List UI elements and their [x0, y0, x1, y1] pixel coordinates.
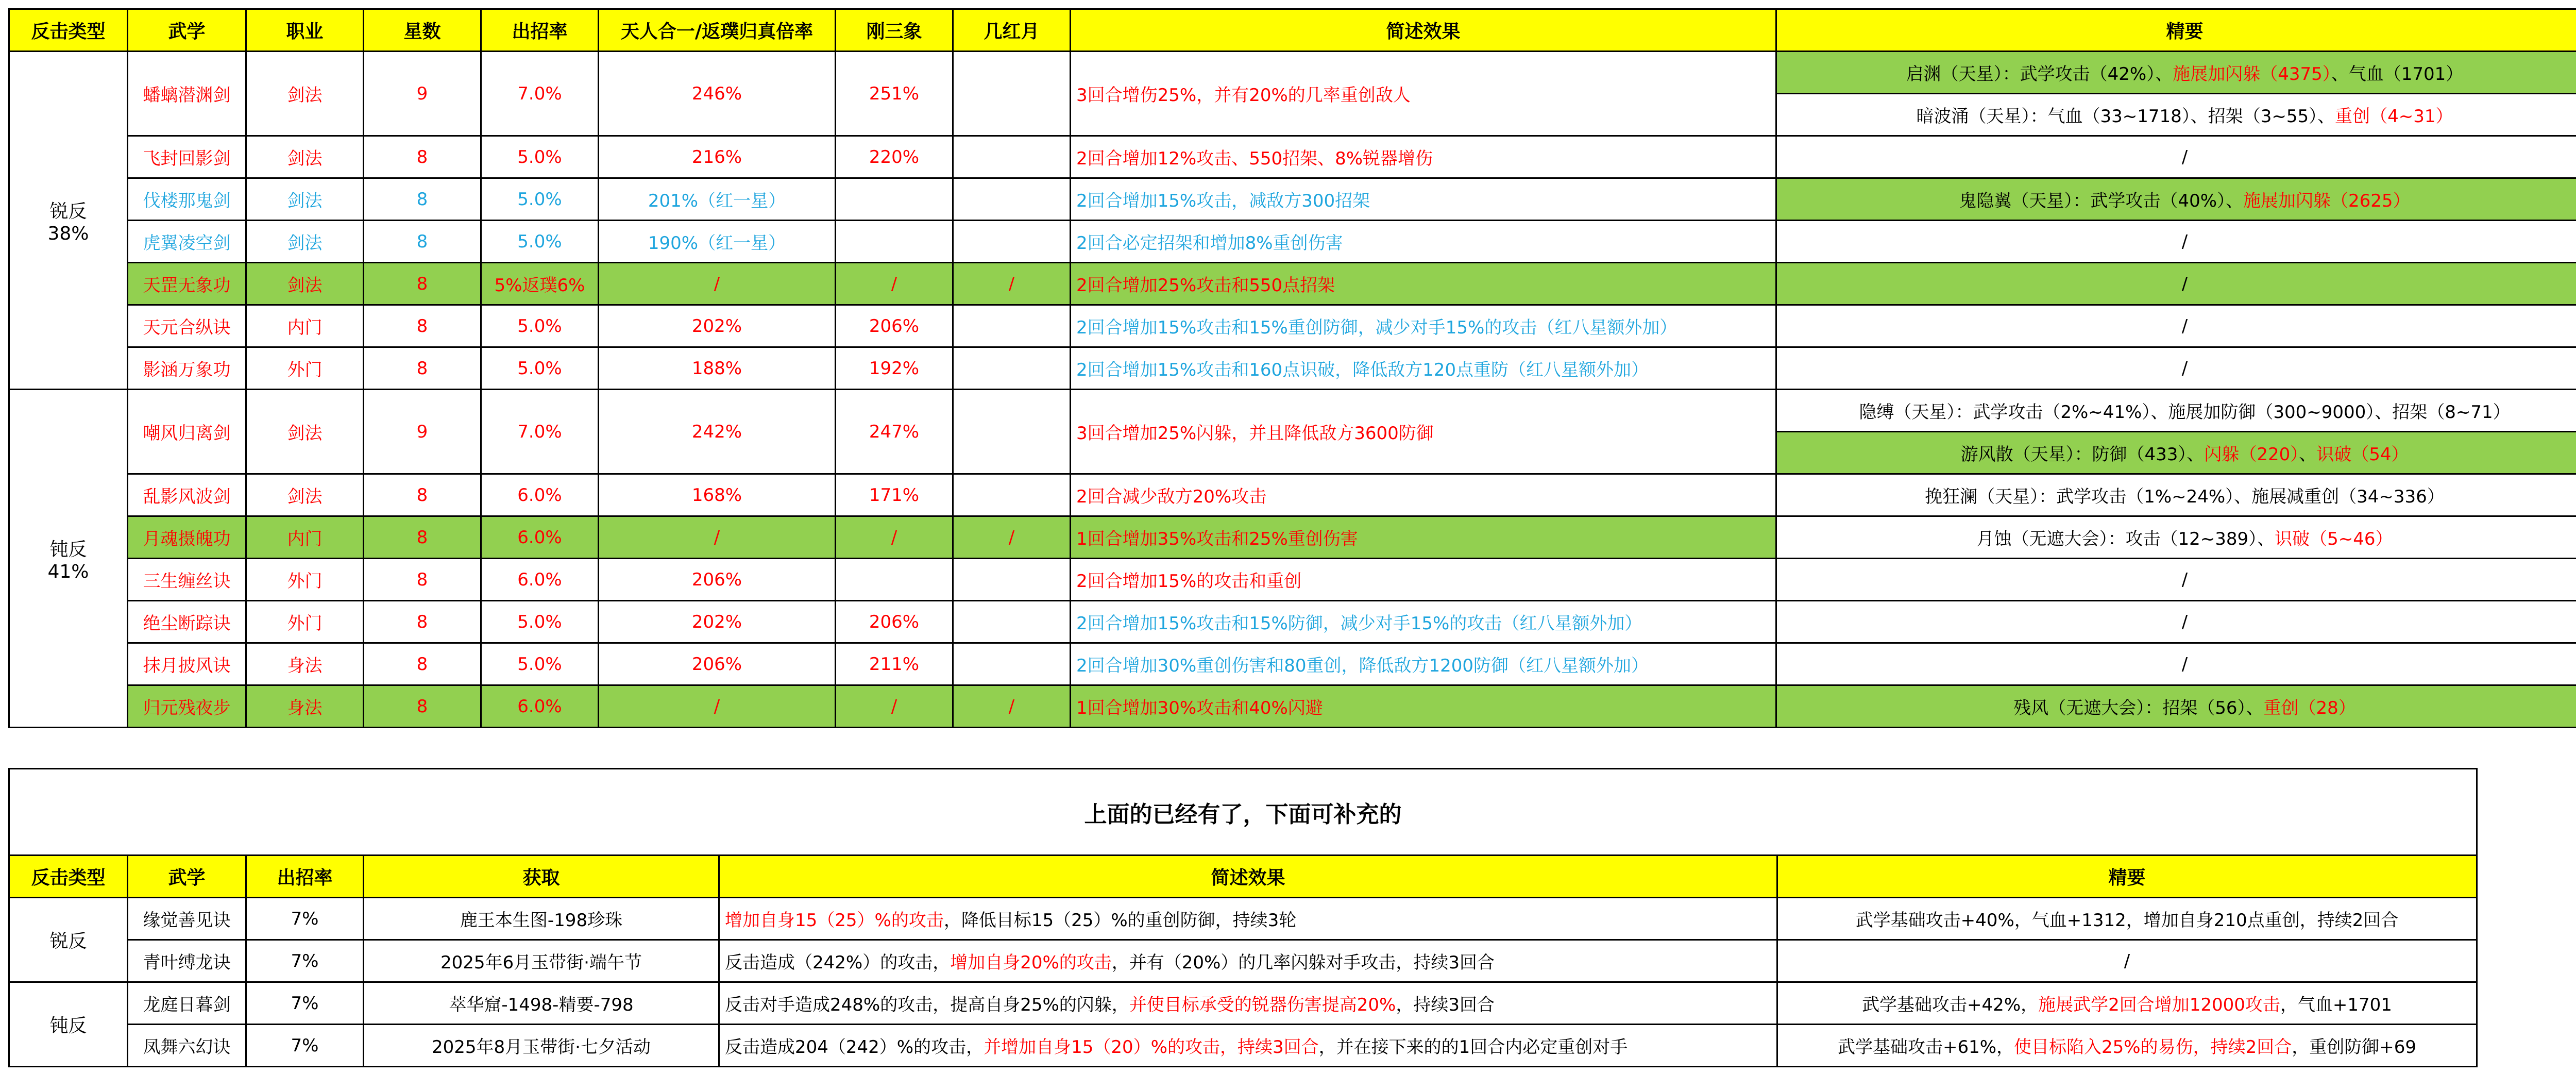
table-row: [9, 347, 2576, 390]
header-cell: 反击类型: [9, 856, 128, 898]
skill-desc: [719, 898, 1777, 940]
group-cell-ruifan: [9, 52, 128, 390]
skill-star: 8: [364, 263, 481, 305]
skill-desc: 2回合增加15%攻击和15%防御，减少对手15%的攻击（红八星额外加）: [1071, 601, 1776, 643]
skill-name: 蟠螭潜渊剑: [128, 52, 246, 136]
jingyao-text: 、: [2299, 444, 2317, 465]
skill-hong: [953, 178, 1071, 221]
skill-rate: 5.0%: [481, 305, 599, 347]
skill-hong: [953, 221, 1071, 263]
skill-job: 外门: [246, 559, 364, 601]
skill-star: 8: [364, 178, 481, 221]
skill-name: 飞封回影剑: [128, 136, 246, 178]
skill-name: 龙庭日暮剑: [128, 982, 246, 1025]
header-cell: 精要: [1777, 856, 2477, 898]
skill-desc: 2回合增加25%攻击和550点招架: [1071, 263, 1776, 305]
skill-gang: /: [836, 685, 953, 728]
skill-source: 鹿王本生图-198珍珠: [364, 898, 719, 940]
skill-mult: 216%: [599, 136, 836, 178]
table-row: [9, 601, 2576, 643]
skill-hong: [953, 390, 1071, 474]
skill-job: 剑法: [246, 390, 364, 474]
skill-rate: 5.0%: [481, 136, 599, 178]
skill-mult: /: [599, 516, 836, 559]
skill-source: 2025年8月玉带街·七夕活动: [364, 1025, 719, 1067]
skill-name: 影涵万象功: [128, 347, 246, 390]
jingyao-cell: /: [1776, 347, 2576, 390]
skill-rate: 6.0%: [481, 474, 599, 516]
table-row: [9, 982, 2477, 1025]
group-cell-dunfan: [9, 390, 128, 728]
table1-header-row: [9, 9, 2576, 52]
jingyao-text: 残风（无遮大会）：招架（56）、: [2013, 698, 2264, 718]
jingyao-highlight: 施展加闪躲（2625）: [2243, 191, 2411, 211]
table-row: [9, 178, 2576, 221]
skill-mult: 242%: [599, 390, 836, 474]
skill-name: 缘觉善见诀: [128, 898, 246, 940]
table-row: [9, 390, 2576, 432]
skill-gang: 206%: [836, 305, 953, 347]
skill-mult: /: [599, 263, 836, 305]
table-row: [9, 305, 2576, 347]
table-row: [9, 1025, 2477, 1067]
jingyao-text: 、气血（1701）: [2331, 64, 2464, 85]
skill-star: 8: [364, 643, 481, 685]
header-cell: 简述效果: [1071, 9, 1776, 52]
main-skill-table: [8, 8, 2576, 728]
group-type: 钝反: [49, 539, 87, 560]
skill-name: 伐楼那鬼剑: [128, 178, 246, 221]
table-row: [9, 516, 2576, 559]
jingyao-text: 武学基础攻击+61%，: [1837, 1037, 2014, 1058]
skill-hong: [953, 474, 1071, 516]
jingyao-highlight: 重创（4~31）: [2335, 106, 2453, 127]
skill-mult: 188%: [599, 347, 836, 390]
skill-gang: [836, 221, 953, 263]
header-cell: 反击类型: [9, 9, 128, 52]
jingyao-cell: [1777, 982, 2477, 1025]
supplement-table: [8, 768, 2478, 1067]
skill-rate: 5.0%: [481, 347, 599, 390]
skill-star: 8: [364, 221, 481, 263]
skill-desc: 3回合增伤25%，并有20%的几率重创敌人: [1071, 52, 1776, 136]
skill-name: 三生缠丝诀: [128, 559, 246, 601]
skill-desc: 2回合减少敌方20%攻击: [1071, 474, 1776, 516]
skill-name: 虎翼凌空剑: [128, 221, 246, 263]
skill-rate: 7.0%: [481, 52, 599, 136]
skill-desc: 2回合增加15%攻击和15%重创防御，减少对手15%的攻击（红八星额外加）: [1071, 305, 1776, 347]
skill-rate: 5.0%: [481, 221, 599, 263]
skill-job: 身法: [246, 643, 364, 685]
table-row: [9, 263, 2576, 305]
skill-star: 8: [364, 136, 481, 178]
skill-star: 8: [364, 601, 481, 643]
jingyao-cell: [1776, 178, 2576, 221]
supplement-title: 上面的已经有了，下面可补充的: [9, 769, 2477, 856]
jingyao-cell: /: [1776, 305, 2576, 347]
skill-star: 8: [364, 559, 481, 601]
jingyao-highlight: 识破（54）: [2316, 444, 2409, 465]
skill-job: 身法: [246, 685, 364, 728]
jingyao-highlight: 施展加闪躲（4375）: [2173, 64, 2331, 85]
group-percent: 38%: [47, 223, 89, 244]
header-cell: 刚三象: [836, 9, 953, 52]
skill-name: 抹月披风诀: [128, 643, 246, 685]
skill-hong: [953, 305, 1071, 347]
desc-text: 反击造成（242%）的攻击，: [725, 952, 951, 973]
jingyao-text: 游风散（天星）：防御（433）、: [1960, 444, 2205, 465]
skill-desc: 2回合增加30%重创伤害和80重创，降低敌方1200防御（红八星额外加）: [1071, 643, 1776, 685]
table-row: [9, 559, 2576, 601]
skill-mult: /: [599, 685, 836, 728]
jingyao-cell: 隐缚（天星）：武学攻击（2%~41%）、施展加防御（300~9000）、招架（8~71）: [1776, 390, 2576, 432]
table-row: [9, 685, 2576, 728]
skill-hong: /: [953, 263, 1071, 305]
skill-gang: /: [836, 516, 953, 559]
header-cell: 几红月: [953, 9, 1071, 52]
jingyao-text: ，气血+1701: [2280, 995, 2392, 1015]
skill-rate: 7%: [246, 898, 364, 940]
skill-star: 8: [364, 685, 481, 728]
skill-name: 青叶缚龙诀: [128, 940, 246, 982]
skill-hong: /: [953, 685, 1071, 728]
header-cell: 职业: [246, 9, 364, 52]
skill-name: 天罡无象功: [128, 263, 246, 305]
jingyao-text: 武学基础攻击+42%，: [1862, 995, 2039, 1015]
group-cell-dunfan: 钝反: [9, 982, 128, 1067]
skill-mult: 168%: [599, 474, 836, 516]
desc-highlight: 并增加自身15（20）%的攻击，持续3回合: [984, 1037, 1319, 1058]
skill-rate: 5.0%: [481, 601, 599, 643]
header-cell: 出招率: [481, 9, 599, 52]
jingyao-cell: /: [1777, 940, 2477, 982]
jingyao-cell: [1776, 52, 2576, 94]
table-row: [9, 940, 2477, 982]
skill-star: 9: [364, 390, 481, 474]
table-row: [9, 474, 2576, 516]
skill-desc: 1回合增加30%攻击和40%闪避: [1071, 685, 1776, 728]
skill-mult: 190%（红一星）: [599, 221, 836, 263]
skill-rate: 7.0%: [481, 390, 599, 474]
desc-highlight: 增加自身15（25）%的攻击: [725, 910, 944, 931]
jingyao-highlight: 闪躲（220）: [2204, 444, 2299, 465]
skill-rate: 5%返璞6%: [481, 263, 599, 305]
skill-rate: 7%: [246, 940, 364, 982]
skill-source: 萃华窟-1498-精要-798: [364, 982, 719, 1025]
skill-gang: 171%: [836, 474, 953, 516]
skill-job: 内门: [246, 516, 364, 559]
desc-text: 反击造成204（242）%的攻击，: [725, 1037, 984, 1058]
skill-rate: 5.0%: [481, 178, 599, 221]
jingyao-text: 暗波涌（天星）：气血（33~1718）、招架（3~55）、: [1916, 106, 2335, 127]
skill-desc: 2回合增加12%攻击、550招架、8%锐器增伤: [1071, 136, 1776, 178]
skill-gang: [836, 559, 953, 601]
group-type: 锐反: [49, 200, 87, 222]
jingyao-cell: /: [1776, 221, 2576, 263]
skill-gang: 206%: [836, 601, 953, 643]
jingyao-cell: /: [1776, 559, 2576, 601]
skill-mult: 202%: [599, 305, 836, 347]
skill-job: 剑法: [246, 136, 364, 178]
skill-job: 剑法: [246, 263, 364, 305]
skill-desc: 3回合增加25%闪躲，并且降低敌方3600防御: [1071, 390, 1776, 474]
skill-gang: 251%: [836, 52, 953, 136]
skill-name: 乱影风波剑: [128, 474, 246, 516]
skill-name: 绝尘断踪诀: [128, 601, 246, 643]
header-cell: 精要: [1776, 9, 2576, 52]
skill-star: 8: [364, 474, 481, 516]
jingyao-cell: [1776, 685, 2576, 728]
skill-desc: [719, 1025, 1777, 1067]
jingyao-highlight: 识破（5~46）: [2275, 529, 2393, 549]
skill-job: 外门: [246, 601, 364, 643]
table-row: [9, 643, 2576, 685]
jingyao-text: 启渊（天星）：武学攻击（42%）、: [1906, 64, 2173, 85]
group-percent: 41%: [47, 561, 89, 582]
skill-job: 剑法: [246, 221, 364, 263]
supplement-title-row: [9, 769, 2477, 856]
header-cell: 出招率: [246, 856, 364, 898]
desc-text: 反击对手造成248%的攻击，提高自身25%的闪躲，: [725, 995, 1129, 1015]
table-row: [9, 52, 2576, 94]
group-cell-ruifan: 锐反: [9, 898, 128, 982]
skill-job: 剑法: [246, 178, 364, 221]
table-row: [9, 221, 2576, 263]
skill-job: 外门: [246, 347, 364, 390]
jingyao-cell: /: [1776, 601, 2576, 643]
header-cell: 武学: [128, 9, 246, 52]
jingyao-highlight: 施展武学2回合增加12000攻击: [2038, 995, 2280, 1015]
jingyao-cell: [1776, 94, 2576, 136]
skill-hong: [953, 559, 1071, 601]
desc-highlight: 并使目标承受的锐器伤害提高20%: [1129, 995, 1396, 1015]
skill-desc: [719, 982, 1777, 1025]
skill-desc: 2回合增加15%攻击，减敌方300招架: [1071, 178, 1776, 221]
header-cell: 武学: [128, 856, 246, 898]
desc-text: ，降低目标15（25）%的重创防御，持续3轮: [943, 910, 1297, 931]
skill-rate: 6.0%: [481, 685, 599, 728]
skill-desc: 2回合增加15%攻击和160点识破，降低敌方120点重防（红八星额外加）: [1071, 347, 1776, 390]
skill-rate: 7%: [246, 1025, 364, 1067]
skill-desc: 2回合增加15%的攻击和重创: [1071, 559, 1776, 601]
skill-rate: 7%: [246, 982, 364, 1025]
skill-gang: 220%: [836, 136, 953, 178]
skill-mult: 201%（红一星）: [599, 178, 836, 221]
desc-highlight: 增加自身20%的攻击: [950, 952, 1112, 973]
skill-star: 9: [364, 52, 481, 136]
desc-text: ，并在接下来的的1回合内必定重创对手: [1318, 1037, 1628, 1058]
skill-star: 8: [364, 516, 481, 559]
skill-gang: 247%: [836, 390, 953, 474]
skill-desc: [719, 940, 1777, 982]
skill-job: 剑法: [246, 474, 364, 516]
jingyao-text: 月蚀（无遮大会）：攻击（12~389）、: [1976, 529, 2275, 549]
table-row: [9, 136, 2576, 178]
header-cell: 获取: [364, 856, 719, 898]
table2-header-row: [9, 856, 2477, 898]
skill-desc: 2回合必定招架和增加8%重创伤害: [1071, 221, 1776, 263]
skill-star: 8: [364, 305, 481, 347]
jingyao-cell: [1777, 1025, 2477, 1067]
header-cell: 天人合一/返璞归真倍率: [599, 9, 836, 52]
skill-name: 归元残夜步: [128, 685, 246, 728]
skill-mult: 206%: [599, 643, 836, 685]
desc-text: ，持续3回合: [1396, 995, 1495, 1015]
skill-rate: 6.0%: [481, 516, 599, 559]
jingyao-highlight: 使目标陷入25%的易伤，持续2回合: [2014, 1037, 2292, 1058]
desc-text: ，并有（20%）的几率闪躲对手攻击，持续3回合: [1111, 952, 1495, 973]
skill-rate: 5.0%: [481, 643, 599, 685]
skill-hong: [953, 347, 1071, 390]
skill-source: 2025年6月玉带街·端午节: [364, 940, 719, 982]
jingyao-cell: 挽狂澜（天星）：武学攻击（1%~24%）、施展减重创（34~336）: [1776, 474, 2576, 516]
skill-name: 月魂摄魄功: [128, 516, 246, 559]
jingyao-cell: 武学基础攻击+40%，气血+1312，增加自身210点重创，持续2回合: [1777, 898, 2477, 940]
jingyao-cell: /: [1776, 136, 2576, 178]
skill-mult: 202%: [599, 601, 836, 643]
skill-name: 凤舞六幻诀: [128, 1025, 246, 1067]
jingyao-cell: /: [1776, 643, 2576, 685]
skill-hong: /: [953, 516, 1071, 559]
skill-hong: [953, 52, 1071, 136]
skill-star: 8: [364, 347, 481, 390]
skill-gang: /: [836, 263, 953, 305]
skill-mult: 206%: [599, 559, 836, 601]
skill-mult: 246%: [599, 52, 836, 136]
skill-name: 天元合纵诀: [128, 305, 246, 347]
skill-gang: 211%: [836, 643, 953, 685]
skill-job: 剑法: [246, 52, 364, 136]
header-cell: 星数: [364, 9, 481, 52]
skill-job: 内门: [246, 305, 364, 347]
skill-desc: 1回合增加35%攻击和25%重创伤害: [1071, 516, 1776, 559]
skill-rate: 6.0%: [481, 559, 599, 601]
skill-gang: [836, 178, 953, 221]
jingyao-cell: [1776, 516, 2576, 559]
header-cell: 简述效果: [719, 856, 1777, 898]
jingyao-cell: /: [1776, 263, 2576, 305]
skill-name: 嘲风归离剑: [128, 390, 246, 474]
skill-hong: [953, 136, 1071, 178]
skill-gang: 192%: [836, 347, 953, 390]
skill-hong: [953, 643, 1071, 685]
table-row: [9, 898, 2477, 940]
jingyao-text: ，重创防御+69: [2292, 1037, 2417, 1058]
jingyao-cell: [1776, 432, 2576, 474]
jingyao-text: 鬼隐翼（天星）：武学攻击（40%）、: [1959, 191, 2244, 211]
jingyao-highlight: 重创（28）: [2263, 698, 2356, 718]
skill-hong: [953, 601, 1071, 643]
